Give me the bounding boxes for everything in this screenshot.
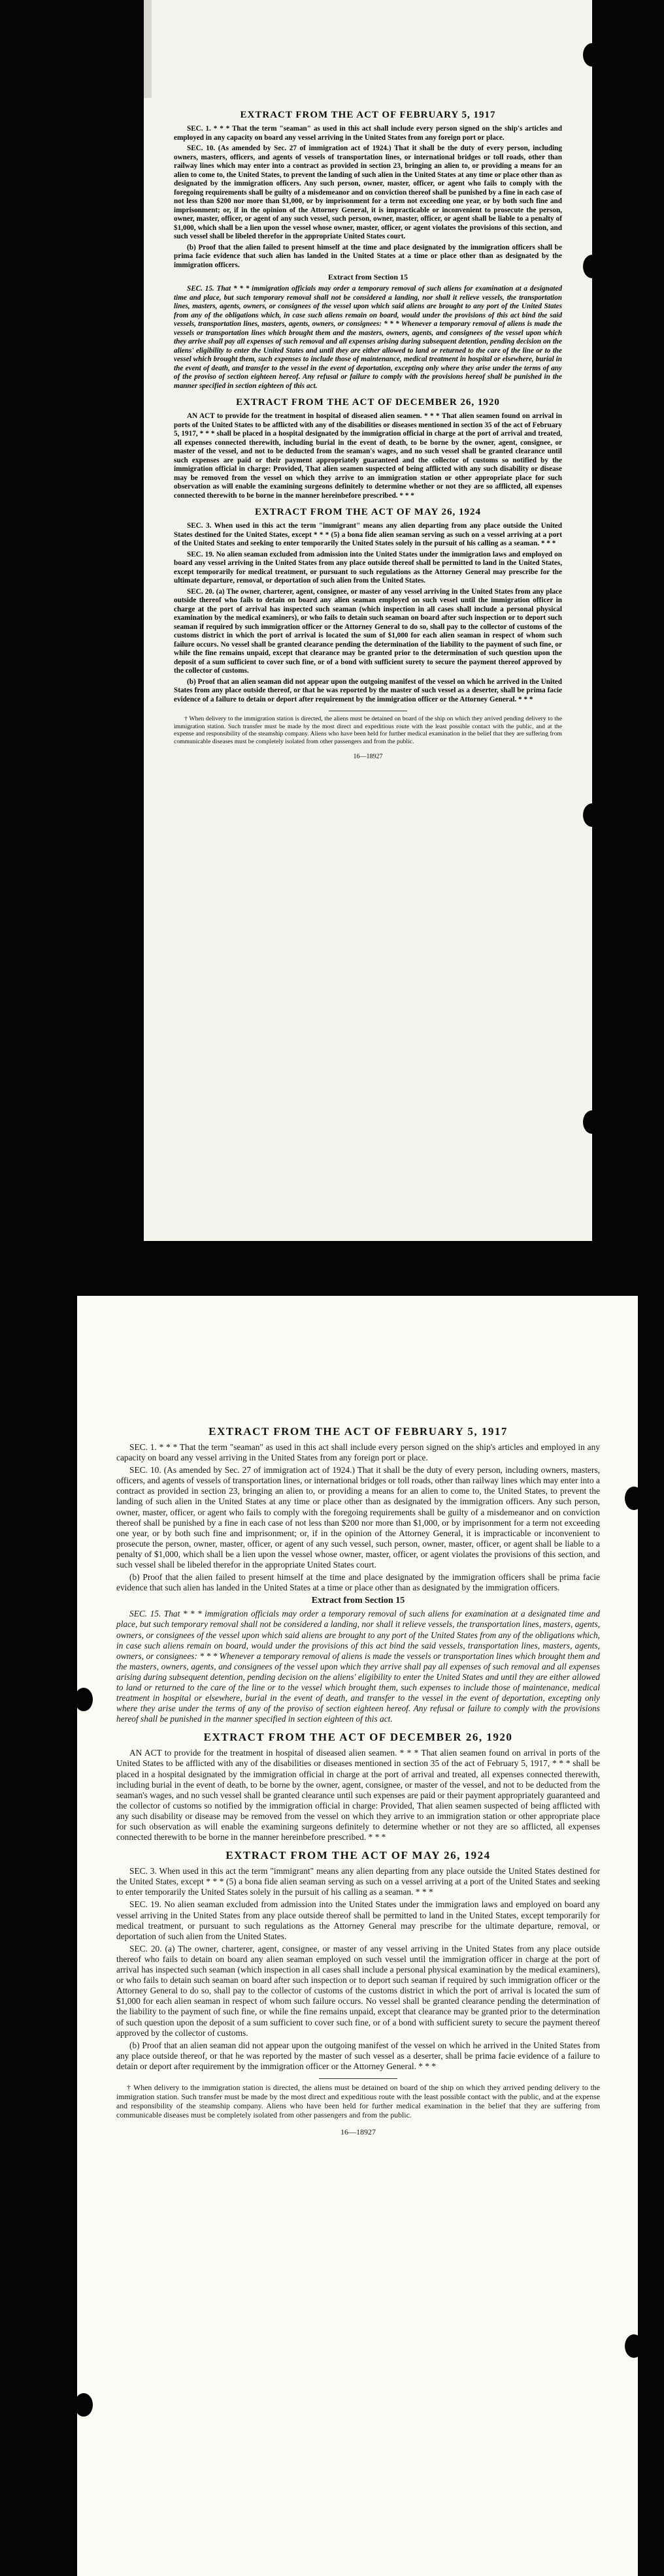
section-paragraph: (b) Proof that the alien failed to present himself at the time and place designated by the immigration officers shall be prima facie evidence that such alien has landed in the United States at a time or place other than as designated by the immigration officers.: [116, 1572, 600, 1593]
footnote: † When delivery to the immigration station is directed, the aliens must be detained on board of the ship on which they arrived pending delivery to the immigration station. Such transfer must be made by the most direct and expeditious route with the least possible contact with the public, and at the expense and responsibility of the steamship company. Aliens who have been held for further medical examination in the belief that they are suffering from communicable diseases must be completely isolated from other passengers and from the public.: [116, 2082, 600, 2119]
page-edge-shadow: [144, 0, 152, 98]
section-paragraph: SEC. 10. (As amended by Sec. 27 of immigration act of 1924.) That it shall be the duty of every person, including owners, masters, officers, and agents of vessels of transportation lines, or international bridges or toll roads, other than railway lines which may enter into a contract as provided in section 23, bringing an alien to, or providing a means for an alien to come to, the United States, to prevent the landing of such alien in the United States at any time or place other than as designated by the immigration officers. Any such person, owner, master, officer, or agent who fails to comply with the foregoing requirements shall be guilty of a misdemeanor and on conviction thereof shall be punished by a fine in each case of not less than $200 nor more than $1,000, or by imprisonment for a term not exceeding one year, or by both such fine and imprisonment; or, if in the opinion of the Attorney General, it is impracticable or inconvenient to prosecute the person, owner, master, officer, or agent of any such vessel, such person, owner, master, officer, or agent shall be liable to a penalty of $1,000, which shall be a lien upon the vessel whose owner, master, officer, or agent violates the provisions of this section, and such vessel shall be libeled therefor in the appropriate United States court.: [174, 144, 562, 240]
act-extract-section: [174, 397, 562, 500]
section-paragraph: (b) Proof that an alien seaman did not appear upon the outgoing manifest of the vessel on which he arrived in the United States from any place outside thereof, or that he was reported by the master of such vessel as a deserter, shall be prima facie evidence of a failure to detain or deport after requirement by the immigration officer or the Attorney General. * * *: [174, 677, 562, 703]
section-title: EXTRACT FROM THE ACT OF FEBRUARY 5, 1917: [208, 1425, 508, 1438]
page-content: [116, 1425, 600, 2137]
punch-hole: [583, 255, 592, 278]
print-code: 16—18927: [340, 2127, 376, 2136]
punch-hole: [583, 803, 592, 827]
section-title: EXTRACT FROM THE ACT OF DECEMBER 26, 1920: [203, 1731, 513, 1744]
act-extract-section: [116, 1425, 600, 1724]
section-title: EXTRACT FROM THE ACT OF MAY 26, 1924: [225, 1849, 491, 1862]
punch-hole: [77, 2393, 93, 2417]
punch-hole: [625, 1487, 638, 1510]
section-paragraph: SEC. 19. No alien seaman excluded from admission into the United States under the immigration laws and employed on board any vessel arriving in the United States from any place outside thereof shall be permitted to land in the United States, except temporarily for medical treatment, or pursuant to such regulations as the Attorney General may prescribe for the ultimate departure, removal, or deportation of such alien from the United States.: [174, 550, 562, 585]
section-paragraph: SEC. 20. (a) The owner, charterer, agent, consignee, or master of any vessel arriving in the United States from any place outside thereof who fails to detain on board any alien seaman employed on such vessel until the immigration officer in charge at the port of arrival has inspected such seaman (which inspection in all cases shall include a personal physical examination by the medical examiners), or who fails to detain such seaman on board after such inspection or to deport such seaman if required by such immigration officer or the Attorney General to do so, shall pay to the collector of customs of the customs district in which the port of arrival is located the sum of $1,000 for each alien seaman in respect of whom such failure occurs. No vessel shall be granted clearance pending the determination of the liability to the payment of such fine, or while the fine remains unpaid, except that clearance may be granted prior to the determination of such question upon the deposit of a sum sufficient to cover such fine, or of a bond with sufficient surety to secure the payment thereof approved by the collector of customs.: [174, 587, 562, 675]
punch-hole: [77, 1688, 93, 1711]
page-content: [174, 110, 562, 760]
section-paragraph: SEC. 19. No alien seaman excluded from admission into the United States under the immigration laws and employed on board any vessel arriving in the United States from any place outside thereof shall be permitted to land in the United States, except temporarily for medical treatment, or pursuant to such regulations as the Attorney General may prescribe for the ultimate departure, removal, or deportation of such alien from the United States.: [116, 1899, 600, 1941]
footnote: † When delivery to the immigration station is directed, the aliens must be detained on board of the ship on which they arrived pending delivery to the immigration station. Such transfer must be made by the most direct and expeditious route with the least possible contact with the public, and at the expense and responsibility of the steamship company. Aliens who have been held for further medical examination in the belief that they are suffering from communicable diseases must be completely isolated from other passengers and from the public.: [174, 715, 562, 745]
punch-hole: [583, 43, 592, 67]
subsection-paragraph: SEC. 15. That * * * immigration officials may order a temporary removal of such aliens for examination at a designated time and place, but such temporary removal shall not be considered a landing, nor shall it relieve vessels, the transportation lines, masters, agents, owners, or consignees of the vessel upon which said aliens are brought to any port of the United States from any of the obligations which, in case such aliens remain on board, would under the provisions of this act bind the said vessels, transportation lines, masters, agents, owners, or consignees: * * * Whenever a temporary removal of aliens is made the vessels or transportation lines which brought them and the masters, owners, agents, and consignees of the vessel upon which they arrive shall pay all expenses of such removal and all expenses arising during subsequent detention, pending decision on the aliens' eligibility to enter the United States and until they are either allowed to land or returned to the care of the line or to the vessel which brought them, such expenses to include those of maintenance, medical treatment in hospital or elsewhere, burial in the event of death, and transfer to the vessel in the event of deportation, excepting only where they arise under the terms of any of the proviso of section eighteen hereof. Any refusal or failure to comply with the provisions hereof shall be punished in the manner specified in section eighteen of this act.: [174, 285, 562, 390]
section-title: EXTRACT FROM THE ACT OF FEBRUARY 5, 1917: [240, 110, 496, 120]
section-paragraph: SEC. 3. When used in this act the term "immigrant" means any alien departing from any place outside the United States destined for the United States, except * * * (5) a bona fide alien seaman serving as such on a vessel arriving at a port of the United States and seeking to enter temporarily the United States solely in the pursuit of his calling as a seaman. * * *: [174, 522, 562, 547]
section-paragraph: SEC. 1. * * * That the term "seaman" as used in this act shall include every person signed on the ship's articles and employed in any capacity on board any vessel arriving in the United States from any foreign port or place.: [174, 125, 562, 142]
subsection-heading: Extract from Section 15: [311, 1596, 405, 1606]
subsection-paragraph: SEC. 15. That * * * immigration officials may order a temporary removal of such aliens for examination at a designated time and place, but such temporary removal shall not be considered a landing, nor shall it relieve vessels, the transportation lines, masters, agents, owners, or consignees of the vessel upon which said aliens are brought to any port of the United States from any of the obligations which, in case such aliens remain on board, would under the provisions of this act bind the said vessels, transportation lines, masters, agents, owners, or consignees: * * * Whenever a temporary removal of aliens is made the vessels or transportation lines which brought them and the masters, owners, agents, and consignees of the vessel upon which they arrive shall pay all expenses of such removal and all expenses arising during subsequent detention, pending decision on the aliens' eligibility to enter the United States and until they are either allowed to land or returned to the care of the line or to the vessel which brought them, such expenses to include those of maintenance, medical treatment in hospital or elsewhere, burial in the event of death, and transfer to the vessel in the event of deportation, excepting only where they arise under the terms of any of the proviso of section eighteen hereof. Any refusal or failure to comply with the provisions hereof shall be punished in the manner specified in section eighteen of this act.: [116, 1609, 600, 1724]
document-page-2: [77, 1296, 638, 2576]
section-paragraph: SEC. 10. (As amended by Sec. 27 of immigration act of 1924.) That it shall be the duty of every person, including owners, masters, officers, and agents of vessels of transportation lines, or international bridges or toll roads, other than railway lines which may enter into a contract as provided in section 23, bringing an alien to, or providing a means for an alien to come to, the United States, to prevent the landing of such alien in the United States at any time or place other than as designated by the immigration officers. Any such person, owner, master, officer, or agent who fails to comply with the foregoing requirements shall be guilty of a misdemeanor and on conviction thereof shall be punished by a fine in each case of not less than $200 nor more than $1,000, or by imprisonment for a term not exceeding one year, or by both such fine and imprisonment; or, if in the opinion of the Attorney General, it is impracticable or inconvenient to prosecute the person, owner, master, officer, or agent of any such vessel, such person, owner, master, officer, or agent shall be liable to a penalty of $1,000, which shall be a lien upon the vessel whose owner, master, officer, or agent violates the provisions of this section, and such vessel shall be libeled therefor in the appropriate United States court.: [116, 1465, 600, 1570]
subsection-heading: Extract from Section 15: [327, 272, 408, 282]
section-title: EXTRACT FROM THE ACT OF MAY 26, 1924: [254, 507, 482, 517]
punch-hole: [625, 2334, 638, 2358]
section-title: EXTRACT FROM THE ACT OF DECEMBER 26, 1920: [236, 397, 500, 408]
act-extract-section: [174, 110, 562, 391]
section-paragraph: (b) Proof that the alien failed to present himself at the time and place designated by the immigration officers shall be prima facie evidence that such alien has landed in the United States at a time or place other than as designated by the immigration officers.: [174, 243, 562, 269]
act-extract-section: [116, 1731, 600, 1843]
document-page-1: [144, 0, 592, 1241]
footnote-divider: [319, 2078, 397, 2079]
act-extract-section: [116, 1849, 600, 2072]
section-paragraph: SEC. 20. (a) The owner, charterer, agent, consignee, or master of any vessel arriving in the United States from any place outside thereof who fails to detain on board any alien seaman employed on such vessel until the immigration officer in charge at the port of arrival has inspected such seaman (which inspection in all cases shall include a personal physical examination by the medical examiners), or who fails to detain such seaman on board after such inspection or to deport such seaman if required by such immigration officer or the Attorney General to do so, shall pay to the collector of customs of the customs district in which the port of arrival is located the sum of $1,000 for each alien seaman in respect of whom such failure occurs. No vessel shall be granted clearance pending the determination of the liability to the payment of such fine, or while the fine remains unpaid, except that clearance may be granted prior to the determination of such question upon the deposit of a sum sufficient to cover such fine, or of a bond with sufficient surety to secure the payment thereof approved by the collector of customs.: [116, 1943, 600, 2038]
section-paragraph: (b) Proof that an alien seaman did not appear upon the outgoing manifest of the vessel on which he arrived in the United States from any place outside thereof, or that he was reported by the master of such vessel as a deserter, shall be prima facie evidence of a failure to detain or deport after requirement by the immigration officer or the Attorney General. * * *: [116, 2040, 600, 2071]
section-paragraph: SEC. 3. When used in this act the term "immigrant" means any alien departing from any place outside the United States destined for the United States, except * * * (5) a bona fide alien seaman serving as such on a vessel arriving at a port of the United States and seeking to enter temporarily the United States solely in the pursuit of his calling as a seaman. * * *: [116, 1866, 600, 1897]
act-extract-section: [174, 507, 562, 704]
print-code: 16—18927: [353, 753, 383, 760]
section-paragraph: AN ACT to provide for the treatment in hospital of diseased alien seamen. * * * That alien seamen found on arrival in ports of the United States to be afflicted with any of the disabilities or diseases mentioned in section 35 of the act of February 5, 1917, * * * shall be placed in a hospital designated by the immigration official in charge at the port of arrival and treated, all expenses connected therewith, including burial in the event of death, to be borne by the owner, agent, consignee, or master of the vessel, and not to be deducted from the seaman's wages, and no such vessel shall be granted clearance until such expenses are paid or their payment appropriately guaranteed and the collector of customs so notified by the immigration official in charge: Provided, That alien seamen suspected of being afflicted with any such disability or disease may be removed from the vessel on which they arrive to an immigration station or other appropriate place for such observation as will enable the examining surgeons definitely to determine whether or not they are so afflicted, all expenses connected therewith to be borne in the manner hereinbefore prescribed. * * *: [116, 1748, 600, 1843]
section-paragraph: AN ACT to provide for the treatment in hospital of diseased alien seamen. * * * That alien seamen found on arrival in ports of the United States to be afflicted with any of the disabilities or diseases mentioned in section 35 of the act of February 5, 1917, * * * shall be placed in a hospital designated by the immigration official in charge at the port of arrival and treated, all expenses connected therewith, including burial in the event of death, to be borne by the owner, agent, consignee, or master of the vessel, and not to be deducted from the seaman's wages, and no such vessel shall be granted clearance until such expenses are paid or their payment appropriately guaranteed and the collector of customs so notified by the immigration official in charge: Provided, That alien seamen suspected of being afflicted with any such disability or disease may be removed from the vessel on which they arrive to an immigration station or other appropriate place for such observation as will enable the examining surgeons definitely to determine whether or not they are so afflicted, all expenses connected therewith to be borne in the manner hereinbefore prescribed. * * *: [174, 412, 562, 500]
section-paragraph: SEC. 1. * * * That the term "seaman" as used in this act shall include every person signed on the ship's articles and employed in any capacity on board any vessel arriving in the United States from any foreign port or place.: [116, 1442, 600, 1463]
punch-hole: [583, 1110, 592, 1134]
